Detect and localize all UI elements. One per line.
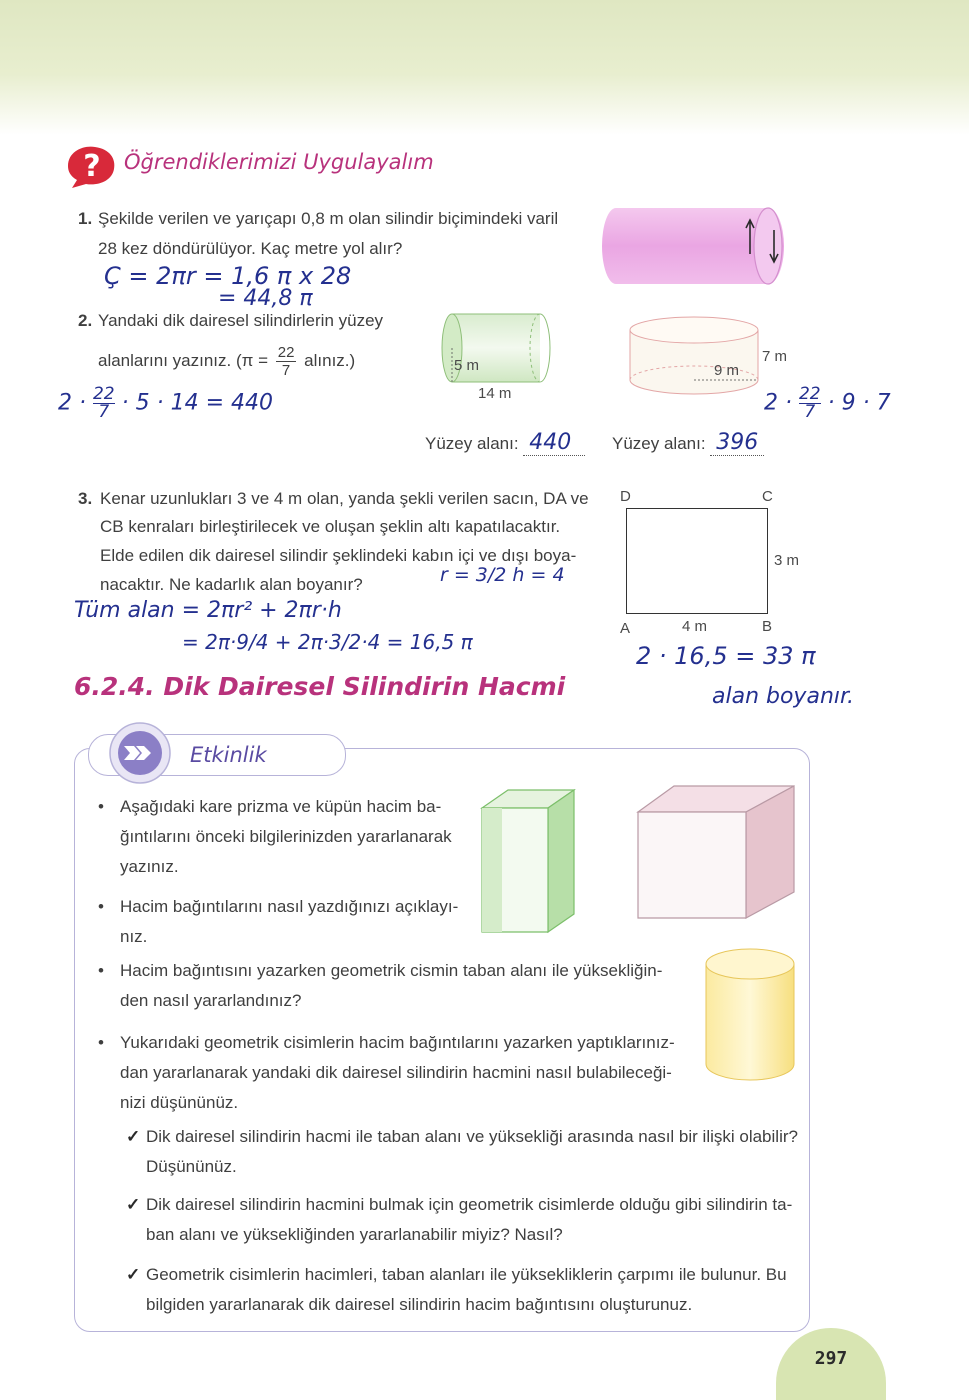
- q1-line1: Şekilde verilen ve yarıçapı 0,8 m olan silindir biçimindeki varil: [98, 209, 559, 228]
- right-cyl-height: 7 m: [762, 348, 788, 365]
- activity-bullet-3: • Hacim bağıntısını yazarken geometrik cismin taban alanı ile yüksekliğin- den nasıl yararlandınız?: [98, 961, 663, 1010]
- q2-number: 2.: [78, 311, 93, 330]
- q3-handwriting-3: 2 · 16,5 = 33 π: [636, 642, 816, 670]
- q3-handwriting-1: Tüm alan = 2πr² + 2πr·h: [74, 598, 342, 623]
- left-cyl-radius: 5 m: [454, 357, 480, 374]
- q3-line2: CB kenraları birleştirilecek ve oluşan şeklin altı kapatılacaktır.: [100, 517, 561, 536]
- header-band: [0, 0, 969, 135]
- q2-handwriting-left: 2 · $\frac{22}{7}$ · 5 · 14 = 440: [58, 384, 273, 422]
- corner-a: A: [620, 620, 631, 637]
- cylinder-horizontal: [438, 310, 558, 391]
- corner-c: C: [762, 488, 773, 505]
- activity-bullet-4: • Yukarıdaki geometrik cisimlerin hacim bağıntılarını yazarken yaptıklarınız- dan yararlanarak yandaki dik dairesel silindirin hacmini nasıl bulabileceği- nizi düşününüz.: [98, 1033, 675, 1112]
- section-title: Öğrendiklerimizi Uygulayalım: [124, 150, 434, 174]
- q1-handwriting-2: = 44,8 π: [218, 286, 313, 311]
- activity-title: Etkinlik: [190, 743, 267, 767]
- q2-line2: alanlarını yazınız. (π = $\frac{22}{7}$ alınız.): [98, 344, 356, 379]
- q1-handwriting-1: Ç = 2πr = 1,6 π x 28: [104, 262, 352, 290]
- right-area-line: Yüzey alanı: 396: [612, 428, 764, 459]
- right-area-answer: 396: [710, 430, 764, 456]
- q3-number: 3.: [78, 489, 93, 508]
- q3-line4: nacaktır. Ne kadarlık alan boyanır?: [100, 575, 363, 594]
- q3-handwriting-2: = 2π·9/4 + 2π·3/2·4 = 16,5 π: [182, 630, 473, 654]
- q2-handwriting-right: 2 · $\frac{22}{7}$ · 9 · 7: [764, 384, 891, 422]
- right-cyl-radius: 9 m: [714, 362, 740, 379]
- q3-line3: Elde edilen dik dairesel silindir şeklindeki kabın içi ve dışı boya-: [100, 546, 577, 565]
- q3-handwriting-4: alan boyanır.: [712, 684, 855, 709]
- left-area-line: Yüzey alanı: 440: [425, 428, 585, 459]
- bottom-label: 4 m: [682, 618, 708, 635]
- left-cyl-length: 14 m: [478, 385, 512, 402]
- svg-text:?: ?: [83, 149, 101, 184]
- q2-line1: Yandaki dik dairesel silindirlerin yüzey: [98, 311, 384, 330]
- barrel-illustration: [600, 204, 790, 293]
- cube-illustration: [634, 782, 800, 927]
- fast-forward-icon: [104, 720, 176, 791]
- corner-b: B: [762, 618, 773, 635]
- sheet-rectangle: [626, 508, 768, 614]
- q3-line1: Kenar uzunlukları 3 ve 4 m olan, yanda şekli verilen sacın, DA ve: [100, 489, 589, 508]
- section-heading: 6.2.4. Dik Dairesel Silindirin Hacmi: [74, 672, 566, 701]
- page-number: 297: [776, 1328, 886, 1400]
- activity-bullet-2: • Hacim bağıntılarını nasıl yazdığınızı açıklayı- nız.: [98, 897, 459, 946]
- activity-bullet-1: • Aşağıdaki kare prizma ve küpün hacim ba- ğıntılarını önceki bilgilerinizden yararlanarak yazınız.: [98, 797, 452, 876]
- side-label: 3 m: [774, 552, 800, 569]
- left-area-answer: 440: [523, 430, 585, 456]
- q1-number: 1.: [78, 209, 93, 228]
- question-icon: [62, 143, 118, 189]
- cylinder-vertical: [626, 314, 766, 403]
- corner-d: D: [620, 488, 631, 505]
- activity-check-2: ✓ Dik dairesel silindirin hacmini bulmak için geometrik cisimlerde olduğu gibi silindirin ta- ban alanı ve yüksekliğinden yararlanabilir miyiz? Nasıl?: [126, 1195, 793, 1244]
- q1-line2: 28 kez döndürülüyor. Kaç metre yol alır?: [98, 239, 403, 258]
- activity-check-1: ✓ Dik dairesel silindirin hacmi ile taban alanı ve yüksekliği arasında nasıl bir ilişki olabilir? Düşününüz.: [126, 1127, 798, 1176]
- cylinder-yellow-illustration: [702, 946, 798, 1089]
- q3-handwriting-r: r = 3/2 h = 4: [440, 564, 565, 586]
- square-prism-illustration: [480, 786, 580, 941]
- activity-check-3: ✓ Geometrik cisimlerin hacimleri, taban alanları ile yüksekliklerin çarpımı ile bulunur. Bu bilgiden yararlanarak dik dairesel silindirin hacim bağıntısını oluşturunuz.: [126, 1265, 787, 1314]
